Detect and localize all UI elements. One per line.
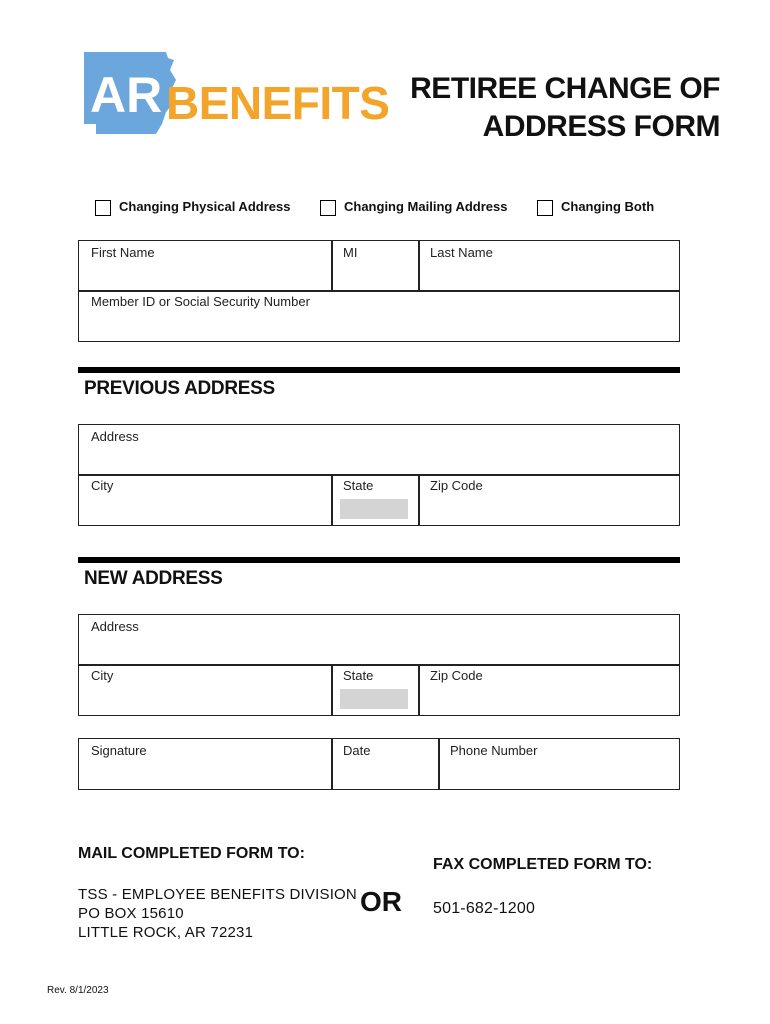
mail-address — [78, 885, 357, 942]
signature-grid — [78, 738, 680, 790]
new-zip-field[interactable] — [418, 664, 679, 715]
form-title — [410, 70, 720, 146]
option-both[interactable] — [537, 196, 654, 216]
previous-address-label: Address — [91, 429, 139, 444]
mail-line-1: TSS - EMPLOYEE BENEFITS DIVISION — [78, 886, 357, 903]
option-mailing[interactable] — [320, 196, 507, 216]
mi-field[interactable] — [331, 241, 418, 290]
mail-line-2: PO BOX 15610 — [78, 905, 184, 922]
option-physical-label: Changing Physical Address — [119, 198, 291, 214]
last-name-label: Last Name — [430, 245, 493, 260]
new-state-input[interactable] — [340, 689, 408, 709]
date-field[interactable] — [331, 739, 438, 789]
logo-ar-text: AR — [90, 67, 163, 123]
previous-address-grid — [78, 424, 680, 526]
member-id-label: Member ID or Social Security Number — [91, 294, 310, 309]
mail-line-3: LITTLE ROCK, AR 72231 — [78, 924, 254, 941]
section-divider — [78, 557, 680, 563]
previous-state-input[interactable] — [340, 499, 408, 519]
new-address-grid — [78, 614, 680, 716]
date-label: Date — [343, 743, 371, 758]
phone-field[interactable] — [438, 739, 679, 789]
new-city-label: City — [91, 668, 114, 683]
section-divider — [78, 367, 680, 373]
previous-city-label: City — [91, 478, 114, 493]
ar-benefits-logo-mark — [82, 50, 178, 136]
previous-city-field[interactable] — [79, 474, 331, 525]
previous-address-field[interactable] — [79, 425, 679, 474]
mail-heading: MAIL COMPLETED FORM TO: — [78, 845, 305, 862]
new-zip-label: Zip Code — [430, 668, 483, 683]
fax-heading: FAX COMPLETED FORM TO: — [433, 856, 653, 873]
or-separator: OR — [360, 886, 402, 917]
first-name-field[interactable] — [79, 241, 331, 290]
member-info-grid — [78, 240, 680, 342]
signature-field[interactable] — [79, 739, 331, 789]
option-both-label: Changing Both — [561, 198, 655, 214]
signature-label: Signature — [91, 743, 147, 758]
logo-benefits-text: BENEFITS — [166, 77, 390, 129]
new-state-label: State — [343, 668, 374, 683]
option-mailing-label: Changing Mailing Address — [344, 198, 508, 214]
previous-state-label: State — [343, 478, 374, 493]
first-name-label: First Name — [91, 245, 155, 260]
previous-zip-label: Zip Code — [430, 478, 483, 493]
checkbox-physical[interactable] — [95, 200, 111, 216]
previous-zip-field[interactable] — [418, 474, 679, 525]
checkbox-mailing[interactable] — [320, 200, 336, 216]
previous-address-heading: PREVIOUS ADDRESS — [84, 378, 275, 399]
new-city-field[interactable] — [79, 664, 331, 715]
phone-label: Phone Number — [450, 743, 538, 758]
fax-number: 501-682-1200 — [433, 900, 536, 917]
revision-date: Rev. 8/1/2023 — [47, 985, 109, 996]
new-address-label: Address — [91, 619, 139, 634]
new-address-heading: NEW ADDRESS — [84, 568, 223, 589]
new-address-field[interactable] — [79, 615, 679, 664]
title-line-1: RETIREE CHANGE OF — [410, 72, 720, 105]
mi-label: MI — [343, 245, 358, 260]
member-id-field[interactable] — [79, 290, 679, 341]
option-physical[interactable] — [95, 196, 290, 216]
title-line-2: ADDRESS FORM — [482, 110, 720, 143]
checkbox-both[interactable] — [537, 200, 553, 216]
last-name-field[interactable] — [418, 241, 679, 290]
